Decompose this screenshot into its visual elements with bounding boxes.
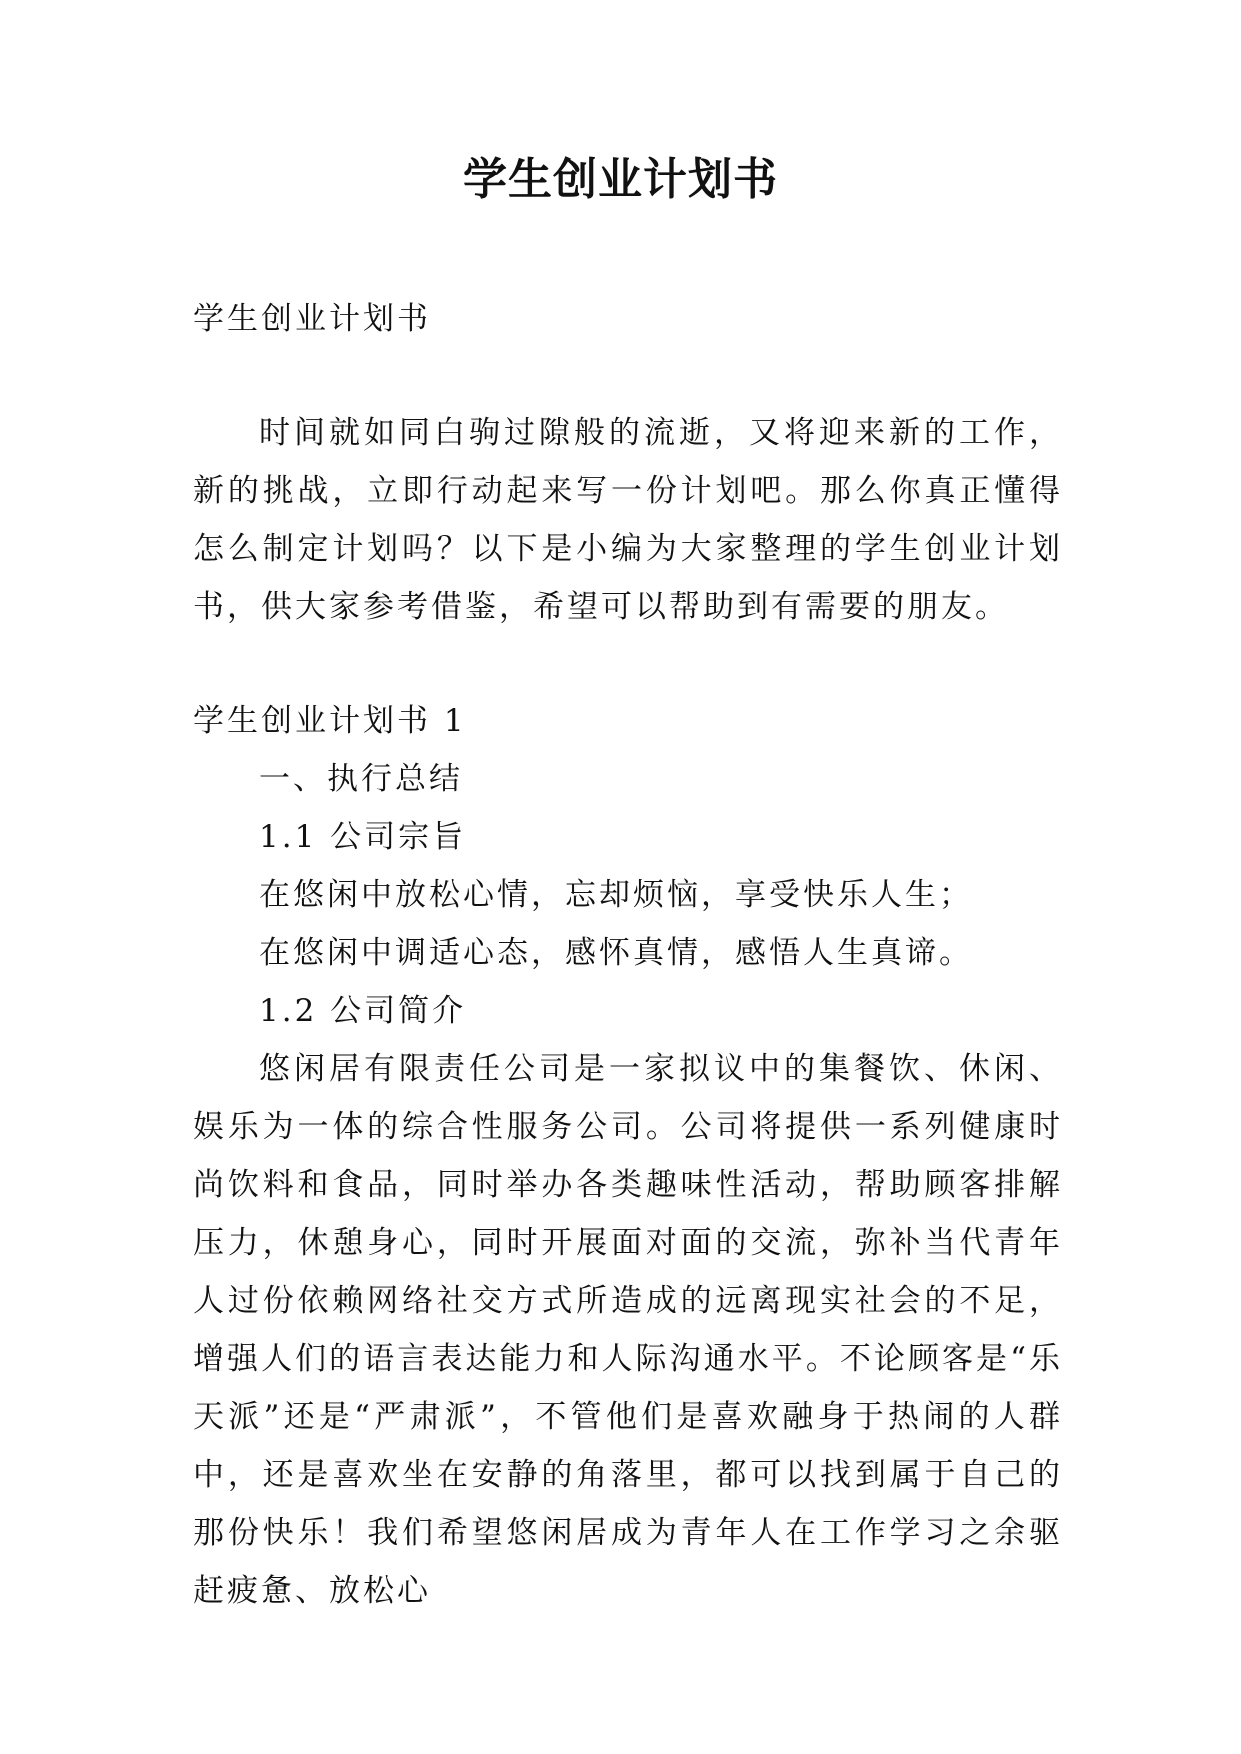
purpose-line-2: 在悠闲中调适心态，感怀真情，感悟人生真谛。 [259,935,973,971]
heading-company-purpose: 1.1 公司宗旨 [259,819,467,855]
heading-company-profile: 1.2 公司简介 [259,993,467,1029]
document-title: 学生创业计划书 [463,154,778,205]
heading-executive-summary: 一、执行总结 [259,761,463,797]
purpose-line-1: 在悠闲中放松心情，忘却烦恼，享受快乐人生； [259,877,973,913]
document-subtitle: 学生创业计划书 [193,301,431,337]
section-title: 学生创业计划书 1 [193,703,467,739]
company-intro-paragraph: 悠闲居有限责任公司是一家拟议中的集餐饮、休闲、娱乐为一体的综合性服务公司。公司将提供一系列健康时尚饮料和食品，同时举办各类趣味性活动，帮助顾客排解压力，休憩身心，同时开展面对面的交流，弥补当代青年人过份依赖网络社交方式所造成的远离现实社会的不足，增强人们的语言表达能力和人际沟通水平。不论顾客是“乐天派”还是“严肃派”，不管他们是喜欢融身于热闹的人群中，还是喜欢坐在安静的角落里，都可以找到属于自己的那份快乐！我们希望悠闲居成为青年人在工作学习之余驱赶疲惫、放松心 [193,1051,1063,1609]
document-body [193,290,1063,1620]
intro-paragraph: 时间就如同白驹过隙般的流逝，又将迎来新的工作，新的挑战，立即行动起来写一份计划吧。那么你真正懂得怎么制定计划吗？以下是小编为大家整理的学生创业计划书，供大家参考借鉴，希望可以帮助到有需要的朋友。 [193,415,1063,625]
